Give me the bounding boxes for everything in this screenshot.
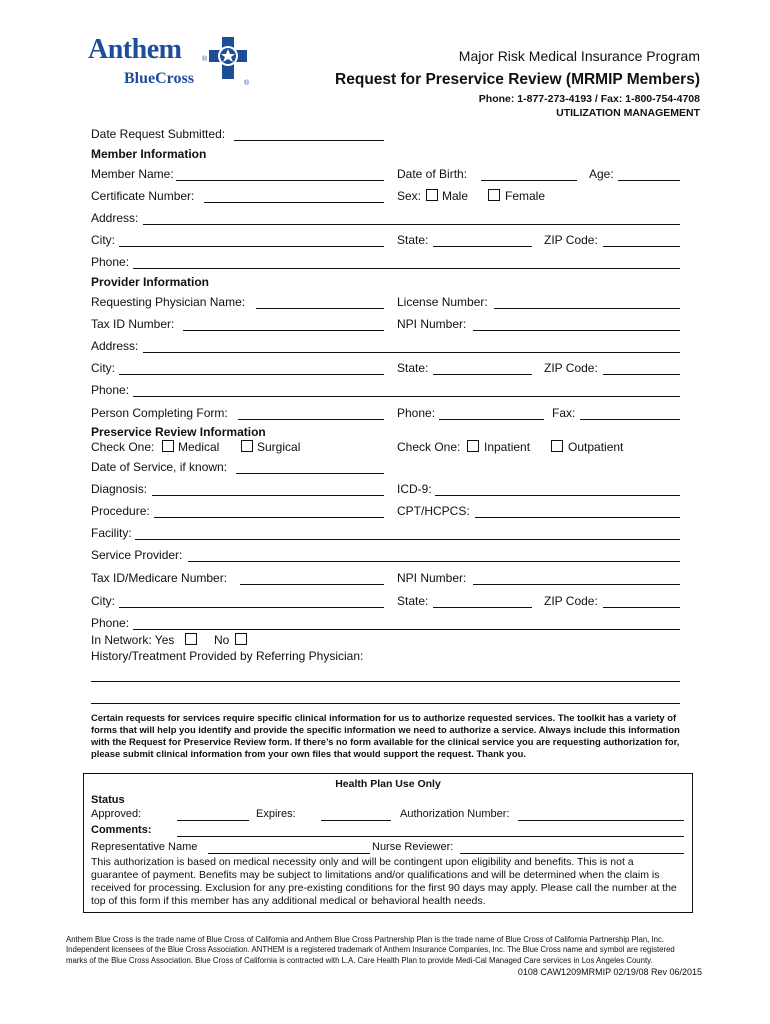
form-code: 0108 CAW1209MRMIP 02/19/08 Rev 06/2015 — [517, 967, 702, 977]
check-one-setting-label: Check One: — [397, 440, 461, 454]
member-phone-field[interactable] — [133, 255, 680, 269]
male-label: Male — [442, 189, 469, 203]
service-city-label: City: — [91, 594, 115, 608]
age-label: Age: — [589, 167, 614, 181]
diagnosis-field[interactable] — [152, 482, 384, 496]
requesting-physician-label: Requesting Physician Name: — [91, 295, 246, 309]
nurse-reviewer-field[interactable] — [460, 840, 684, 854]
female-label: Female — [505, 189, 546, 203]
service-provider-field[interactable] — [188, 548, 680, 562]
service-npi-field[interactable] — [473, 571, 680, 585]
status-label: Status — [91, 794, 125, 806]
sex-label: Sex: — [397, 189, 422, 203]
service-state-field[interactable] — [433, 594, 532, 608]
member-city-label: City: — [91, 233, 115, 247]
contact-phone-fax: Phone: 1-877-273-4193 / Fax: 1-800-754-4708 — [478, 93, 700, 105]
license-field[interactable] — [494, 295, 680, 309]
logo-text-anthem: Anthem — [88, 34, 182, 65]
person-completing-label: Person Completing Form: — [91, 406, 228, 420]
medical-checkbox[interactable] — [162, 440, 174, 452]
surgical-checkbox[interactable] — [241, 440, 253, 452]
member-city-field[interactable] — [119, 233, 384, 247]
member-address-field[interactable] — [143, 211, 680, 225]
provider-zip-label: ZIP Code: — [544, 361, 598, 375]
provider-info-heading: Provider Information — [91, 275, 210, 289]
member-state-label: State: — [397, 233, 429, 247]
auth-number-field[interactable] — [518, 807, 684, 821]
requesting-physician-field[interactable] — [256, 295, 384, 309]
service-provider-label: Service Provider: — [91, 548, 183, 562]
form-title: Request for Preservice Review (MRMIP Members) — [335, 71, 700, 88]
facility-field[interactable] — [135, 526, 680, 540]
cpt-field[interactable] — [475, 504, 680, 518]
rep-name-field[interactable] — [208, 840, 370, 854]
service-zip-label: ZIP Code: — [544, 594, 598, 608]
service-phone-field[interactable] — [133, 616, 680, 630]
outpatient-checkbox[interactable] — [551, 440, 563, 452]
date-submitted-field[interactable] — [234, 127, 384, 141]
procedure-label: Procedure: — [91, 504, 150, 518]
completer-phone-label: Phone: — [397, 406, 436, 420]
provider-address-label: Address: — [91, 339, 139, 353]
nurse-reviewer-label: Nurse Reviewer: — [372, 841, 454, 853]
inpatient-label: Inpatient — [484, 440, 531, 454]
provider-tax-id-field[interactable] — [183, 317, 384, 331]
logo-registered-mark: ® — [202, 56, 208, 63]
expires-field[interactable] — [321, 807, 391, 821]
dob-field[interactable] — [481, 167, 577, 181]
provider-npi-label: NPI Number: — [397, 317, 467, 331]
facility-label: Facility: — [91, 526, 132, 540]
date-submitted-label: Date Request Submitted: — [91, 127, 226, 141]
icd9-field[interactable] — [435, 482, 680, 496]
certificate-field[interactable] — [204, 189, 384, 203]
member-phone-label: Phone: — [91, 255, 130, 269]
provider-zip-field[interactable] — [603, 361, 680, 375]
provider-npi-field[interactable] — [473, 317, 680, 331]
icd9-label: ICD-9: — [397, 482, 432, 496]
history-field-line-1[interactable] — [91, 668, 680, 682]
service-city-field[interactable] — [119, 594, 384, 608]
provider-phone-field[interactable] — [133, 383, 680, 397]
tax-medicare-label: Tax ID/Medicare Number: — [91, 571, 228, 585]
health-plan-heading: Health Plan Use Only — [335, 778, 441, 790]
in-network-no-label: No — [214, 633, 230, 647]
rep-name-label: Representative Name — [91, 841, 198, 853]
member-info-heading: Member Information — [91, 147, 207, 161]
program-name: Major Risk Medical Insurance Program — [458, 48, 700, 64]
member-name-field[interactable] — [176, 167, 384, 181]
service-npi-label: NPI Number: — [397, 571, 467, 585]
completer-fax-field[interactable] — [580, 406, 680, 420]
health-plan-use-box — [83, 773, 693, 913]
provider-tax-id-label: Tax ID Number: — [91, 317, 175, 331]
inpatient-checkbox[interactable] — [467, 440, 479, 452]
anthem-logo — [88, 34, 258, 94]
auth-number-label: Authorization Number: — [400, 808, 510, 820]
license-label: License Number: — [397, 295, 488, 309]
footer-trademark-text: Anthem Blue Cross is the trade name of Blue Cross of California and Anthem Blue Cross Partnership Plan is the trade name of Blue Cross of California Partnership Plan, Inc. Independent licensees of the Blue Cross Association. ANTHEM is a registered trademark of Anthem Insurance Companies, Inc. The Blue Cross name and symbol are registered marks of the Blue Cross Association. Blue Cross of California is contracted with L.A. Care Health Plan to provide Medi-Cal Managed Care services in Los Angeles County. — [66, 935, 675, 965]
logo-text-bluecross: BlueCross — [124, 70, 194, 87]
outpatient-label: Outpatient — [568, 440, 624, 454]
date-of-service-field[interactable] — [236, 460, 384, 474]
provider-city-label: City: — [91, 361, 115, 375]
comments-field[interactable] — [177, 823, 684, 837]
provider-address-field[interactable] — [143, 339, 680, 353]
in-network-no-checkbox[interactable] — [235, 633, 247, 645]
in-network-yes-checkbox[interactable] — [185, 633, 197, 645]
provider-state-label: State: — [397, 361, 429, 375]
age-field[interactable] — [618, 167, 680, 181]
expires-label: Expires: — [256, 808, 296, 820]
department-label: UTILIZATION MANAGEMENT — [556, 107, 700, 119]
approved-field[interactable] — [177, 807, 249, 821]
certificate-label: Certificate Number: — [91, 189, 195, 203]
completer-fax-label: Fax: — [552, 406, 576, 420]
provider-phone-label: Phone: — [91, 383, 130, 397]
preservice-heading: Preservice Review Information — [91, 425, 266, 439]
comments-label: Comments: — [91, 824, 152, 836]
logo-registered-mark-2: ® — [244, 80, 250, 87]
completer-phone-field[interactable] — [439, 406, 544, 420]
cpt-label: CPT/HCPCS: — [397, 504, 470, 518]
authorization-disclaimer: This authorization is based on medical necessity only and will be contingent upon eligibility and benefits. This is not a guarantee of payment. Benefits may be subject to limitations and/or qualifications and will be determined when the claim is received for processing. Exclusion for any pre-existing conditions for the first 90 days may apply. Please call the number at the top of this form if this member has any additional medical or behavioral health needs. — [91, 856, 677, 907]
service-state-label: State: — [397, 594, 429, 608]
approved-label: Approved: — [91, 808, 142, 820]
check-one-type-label: Check One: — [91, 440, 155, 454]
male-checkbox[interactable] — [426, 189, 438, 201]
provider-state-field[interactable] — [433, 361, 532, 375]
tax-medicare-field[interactable] — [240, 571, 384, 585]
member-name-label: Member Name: — [91, 167, 174, 181]
diagnosis-label: Diagnosis: — [91, 482, 148, 496]
service-zip-field[interactable] — [603, 594, 680, 608]
person-completing-field[interactable] — [238, 406, 384, 420]
member-zip-field[interactable] — [603, 233, 680, 247]
medical-label: Medical — [178, 440, 220, 454]
surgical-label: Surgical — [257, 440, 301, 454]
member-zip-label: ZIP Code: — [544, 233, 598, 247]
history-field-line-2[interactable] — [91, 690, 680, 704]
blue-cross-shield-icon — [208, 36, 248, 80]
member-state-field[interactable] — [433, 233, 532, 247]
female-checkbox[interactable] — [488, 189, 500, 201]
member-address-label: Address: — [91, 211, 139, 225]
date-of-service-label: Date of Service, if known: — [91, 460, 228, 474]
in-network-label: In Network: Yes — [91, 633, 175, 647]
service-phone-label: Phone: — [91, 616, 130, 630]
procedure-field[interactable] — [154, 504, 384, 518]
dob-label: Date of Birth: — [397, 167, 468, 181]
clinical-info-notice: Certain requests for services require specific clinical information for us to authorize requested services. The toolkit has a variety of forms that will help you identify and provide the specific information we need to authorize a service. Always include this information with the Request for Preservice Review form. If there’s no form available for the clinical service you are requesting authorization for, please submit clinical information from your own files that would support the request. Thank you. — [91, 712, 680, 759]
history-label: History/Treatment Provided by Referring Physician: — [91, 649, 364, 663]
provider-city-field[interactable] — [119, 361, 384, 375]
